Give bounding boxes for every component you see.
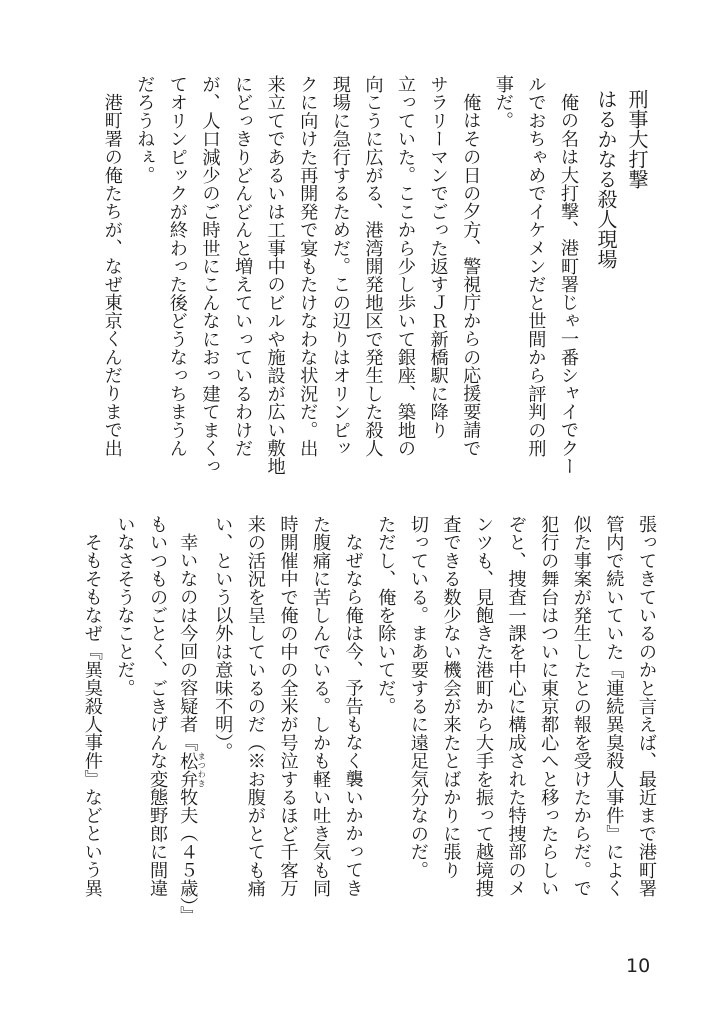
text-column: ルでおちゃめでイケメンだと世間から評判の刑 bbox=[525, 75, 547, 458]
text-column: 立っていた。ここから少し歩いて銀座、築地の bbox=[395, 75, 417, 458]
text-column: た腹痛に苦しんでいる。しかも軽い吐き気も同 bbox=[310, 515, 332, 898]
text-column: ただし、俺を除いてだ。 bbox=[375, 515, 397, 716]
text-column: 現場に急行するためだ。この辺りはオリンピッ bbox=[329, 75, 351, 458]
ruby-line-before: 幸いなのは今回の容疑者『 bbox=[177, 533, 199, 752]
ruby-base: 松弁 bbox=[177, 751, 199, 788]
text-column: そもそもなぜ『異臭殺人事件』などという異 bbox=[81, 533, 103, 898]
text-column: だろうねぇ。 bbox=[134, 75, 156, 185]
ruby-reading: まつわき bbox=[197, 751, 207, 788]
text-column: 似た事案が発生したとの報を受けたからだ。で bbox=[570, 515, 592, 898]
ruby-line-after: 牧夫（４５歳）』 bbox=[177, 788, 199, 925]
text-column: 俺の名は大打撃、港町署じゃ一番シャイでクー bbox=[558, 93, 579, 476]
lower-text-block bbox=[75, 515, 662, 935]
text-column: にどっきりどんどんと増えていっているわけだ bbox=[232, 75, 254, 458]
text-column: もいつものごとく、ごきげんな変態野郎に間違 bbox=[147, 515, 169, 898]
text-column: 来立てであるいは工事中のビルや施設が広い敷地 bbox=[264, 75, 286, 476]
text-column: 俺はその日の夕方、警視庁からの応援要請で bbox=[460, 93, 482, 458]
text-column: ンツも、見飽きた港町から大手を振って越境捜 bbox=[473, 515, 495, 898]
text-column: なぜなら俺は今、予告もなく襲いかかってき bbox=[342, 533, 364, 898]
text-column-with-ruby bbox=[173, 515, 206, 935]
text-column: クに向けた再開発で宴もたけなわな状況だ。出 bbox=[297, 75, 319, 458]
text-column: が、人口減少のご時世にこんなにおっ建てまくっ bbox=[199, 75, 221, 476]
text-column: サラリーマンでごった返すＪＲ新橋駅に降り bbox=[427, 75, 449, 439]
text-column: 切っている。まあ要するに遠足気分なのだ。 bbox=[407, 515, 429, 879]
chapter-subtitle: はるかなる殺人現場 bbox=[594, 89, 618, 269]
text-column: 査できる数少ない機会が来たとばかりに張り bbox=[440, 515, 462, 879]
text-column: 張ってきているのかと言えば、最近まで港町署 bbox=[636, 515, 657, 898]
text-column: 港町署の俺たちが、なぜ東京くんだりまで出 bbox=[101, 93, 123, 458]
chapter-title: 刑事大打撃 bbox=[625, 89, 649, 189]
text-column: いなさそうなことだ。 bbox=[114, 515, 136, 697]
upper-text-block bbox=[95, 75, 652, 485]
text-column: 管内で続いていた『連続異臭殺人事件』によく bbox=[603, 515, 625, 898]
text-column: 犯行の舞台はついに東京都心へと移ったらしい bbox=[538, 515, 560, 898]
text-column: ぞと、捜査一課を中心に構成された特捜部のメ bbox=[505, 515, 527, 898]
text-column: 向こうに広がる、港湾開発地区で発生した殺人 bbox=[362, 75, 384, 458]
page-number: 10 bbox=[626, 955, 651, 977]
text-column: 事だ。 bbox=[492, 75, 514, 130]
text-column: てオリンピックが終わった後どうなっちまうん bbox=[166, 75, 188, 458]
text-column: 時開催中で俺の中の全米が号泣するほど千客万 bbox=[277, 515, 299, 898]
name-ruby bbox=[177, 751, 207, 788]
text-column: 来の活況を呈しているのだ（※お腹がとても痛 bbox=[244, 515, 266, 898]
text-column: い、という以外は意味不明）。 bbox=[212, 515, 234, 761]
